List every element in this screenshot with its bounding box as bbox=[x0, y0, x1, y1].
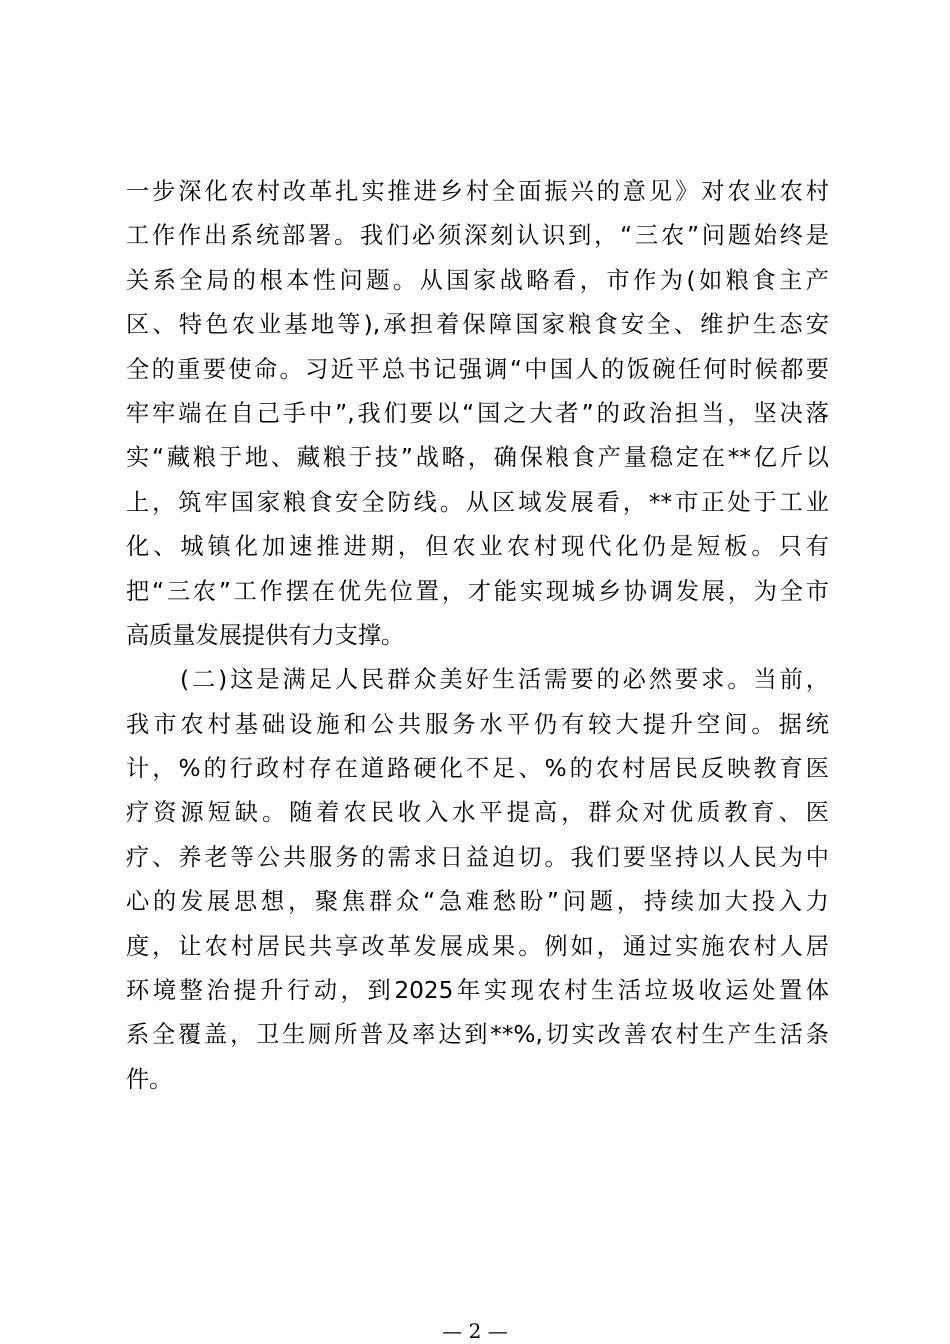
text-line: 一步深化农村改革扎实推进乡村全面振兴的意见》对农业农村 bbox=[126, 178, 829, 205]
text-line: 实“藏粮于地、藏粮于技”战略，确保粮食产量稳定在**亿斤以 bbox=[126, 444, 829, 472]
text-line: 疗资源短缺。随着农民收入水平提高，群众对优质教育、医 bbox=[126, 799, 829, 827]
text-line: 牢牢端在自己手中”,我们要以“国之大者”的政治担当，坚决落 bbox=[126, 399, 829, 427]
text-line: 关系全局的根本性问题。从国家战略看，市作为(如粮食主产 bbox=[126, 266, 829, 294]
text-line: (二)这是满足人民群众美好生活需要的必然要求。当前， bbox=[180, 666, 829, 694]
text-line: 疗、养老等公共服务的需求日益迫切。我们要坚持以人民为中 bbox=[126, 843, 829, 871]
paragraph-2 bbox=[126, 658, 829, 1102]
text-line: 环境整治提升行动，到2025年实现农村生活垃圾收运处置体 bbox=[126, 977, 829, 1005]
text-line: 化、城镇化加速推进期，但农业农村现代化仍是短板。只有 bbox=[126, 533, 829, 561]
text-line: 计，%的行政村存在道路硬化不足、%的农村居民反映教育医 bbox=[126, 755, 829, 783]
text-line: 心的发展思想，聚焦群众“急难愁盼”问题，持续加大投入力 bbox=[126, 888, 829, 916]
text-line: 我市农村基础设施和公共服务水平仍有较大提升空间。据统 bbox=[126, 710, 829, 738]
document-body bbox=[126, 170, 829, 1102]
text-line: 区、特色农业基地等),承担着保障国家粮食安全、维护生态安 bbox=[126, 311, 829, 339]
text-line: 高质量发展提供有力支撑。 bbox=[126, 621, 405, 649]
paragraph-1 bbox=[126, 170, 829, 658]
text-line: 上，筑牢国家粮食安全防线。从区域发展看，**市正处于工业 bbox=[126, 488, 829, 516]
text-line: 全的重要使命。习近平总书记强调“中国人的饭碗任何时候都要 bbox=[126, 355, 829, 383]
page-number: — 2 — bbox=[442, 1319, 508, 1343]
text-line: 把“三农”工作摆在优先位置，才能实现城乡协调发展，为全市 bbox=[126, 577, 829, 605]
text-line: 工作作出系统部署。我们必须深刻认识到，“三农”问题始终是 bbox=[126, 222, 829, 250]
text-line: 度，让农村居民共享改革发展成果。例如，通过实施农村人居 bbox=[126, 932, 829, 960]
text-line: 系全覆盖，卫生厕所普及率达到**%,切实改善农村生产生活条 bbox=[126, 1021, 829, 1049]
text-line: 件。 bbox=[126, 1065, 173, 1093]
